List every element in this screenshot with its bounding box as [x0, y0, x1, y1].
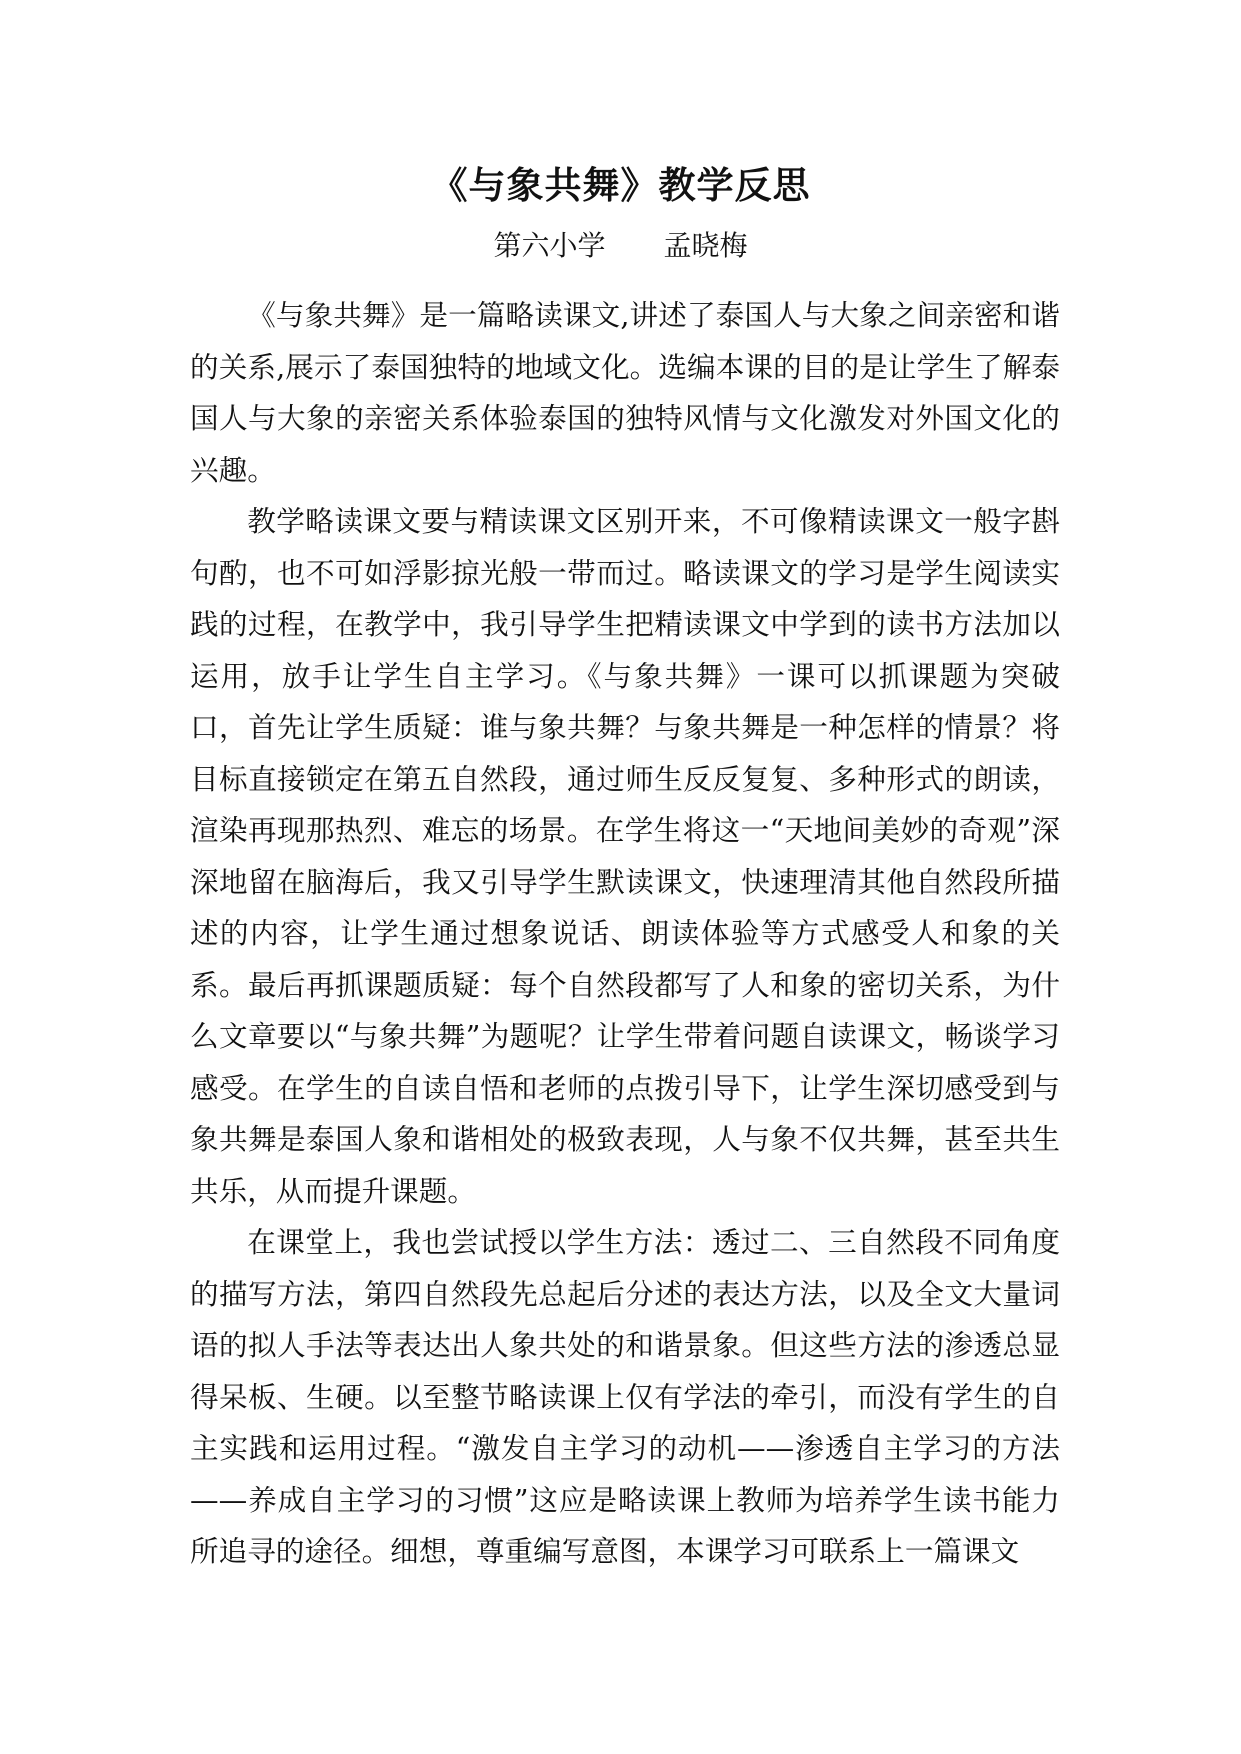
paragraph-3: 在课堂上，我也尝试授以学生方法：透过二、三自然段不同角度的描写方法，第四自然段先总起后分述的表达方法，以及全文大量词语的拟人手法等表达出人象共处的和谐景象。但这些方法的渗透总显得呆板、生硬。以至整节略读课上仅有学法的牵引，而没有学生的自主实践和运用过程。“激发自主学习的动机——渗透自主学习的方法——养成自主学习的习惯”这应是略读课上教师为培养学生读书能力所追寻的途径。细想，尊重编写意图，本课学习可联系上一篇课文: [190, 1225, 1060, 1568]
paragraph-2: 教学略读课文要与精读课文区别开来，不可像精读课文一般字斟句酌，也不可如浮影掠光般一带而过。略读课文的学习是学生阅读实践的过程，在教学中，我引导学生把精读课文中学到的读书方法加以运用，放手让学生自主学习。《与象共舞》一课可以抓课题为突破口，首先让学生质疑：谁与象共舞？与象共舞是一种怎样的情景？将目标直接锁定在第五自然段，通过师生反反复复、多种形式的朗读，渲染再现那热烈、难忘的场景。在学生将这一“天地间美妙的奇观”深深地留在脑海后，我又引导学生默读课文，快速理清其他自然段所描述的内容，让学生通过想象说话、朗读体验等方式感受人和象的关系。最后再抓课题质疑：每个自然段都写了人和象的密切关系，为什么文章要以“与象共舞”为题呢？让学生带着问题自读课文，畅谈学习感受。在学生的自读自悟和老师的点拨引导下，让学生深切感受到与象共舞是泰国人象和谐相处的极致表现，人与象不仅共舞，甚至共生共乐，从而提升课题。: [190, 504, 1060, 1208]
paragraph-1: 《与象共舞》是一篇略读课文,讲述了泰国人与大象之间亲密和谐的关系,展示了泰国独特的地域文化。选编本课的目的是让学生了解泰国人与大象的亲密关系体验泰国的独特风情与文化激发对外国文化的兴趣。: [190, 298, 1060, 487]
document-title: 《与象共舞》教学反思: [430, 163, 811, 207]
document-body: [190, 290, 1060, 1578]
author-name: 孟晓梅: [663, 229, 748, 262]
author-line: [0, 226, 1241, 266]
school-name: 第六小学: [493, 229, 606, 262]
